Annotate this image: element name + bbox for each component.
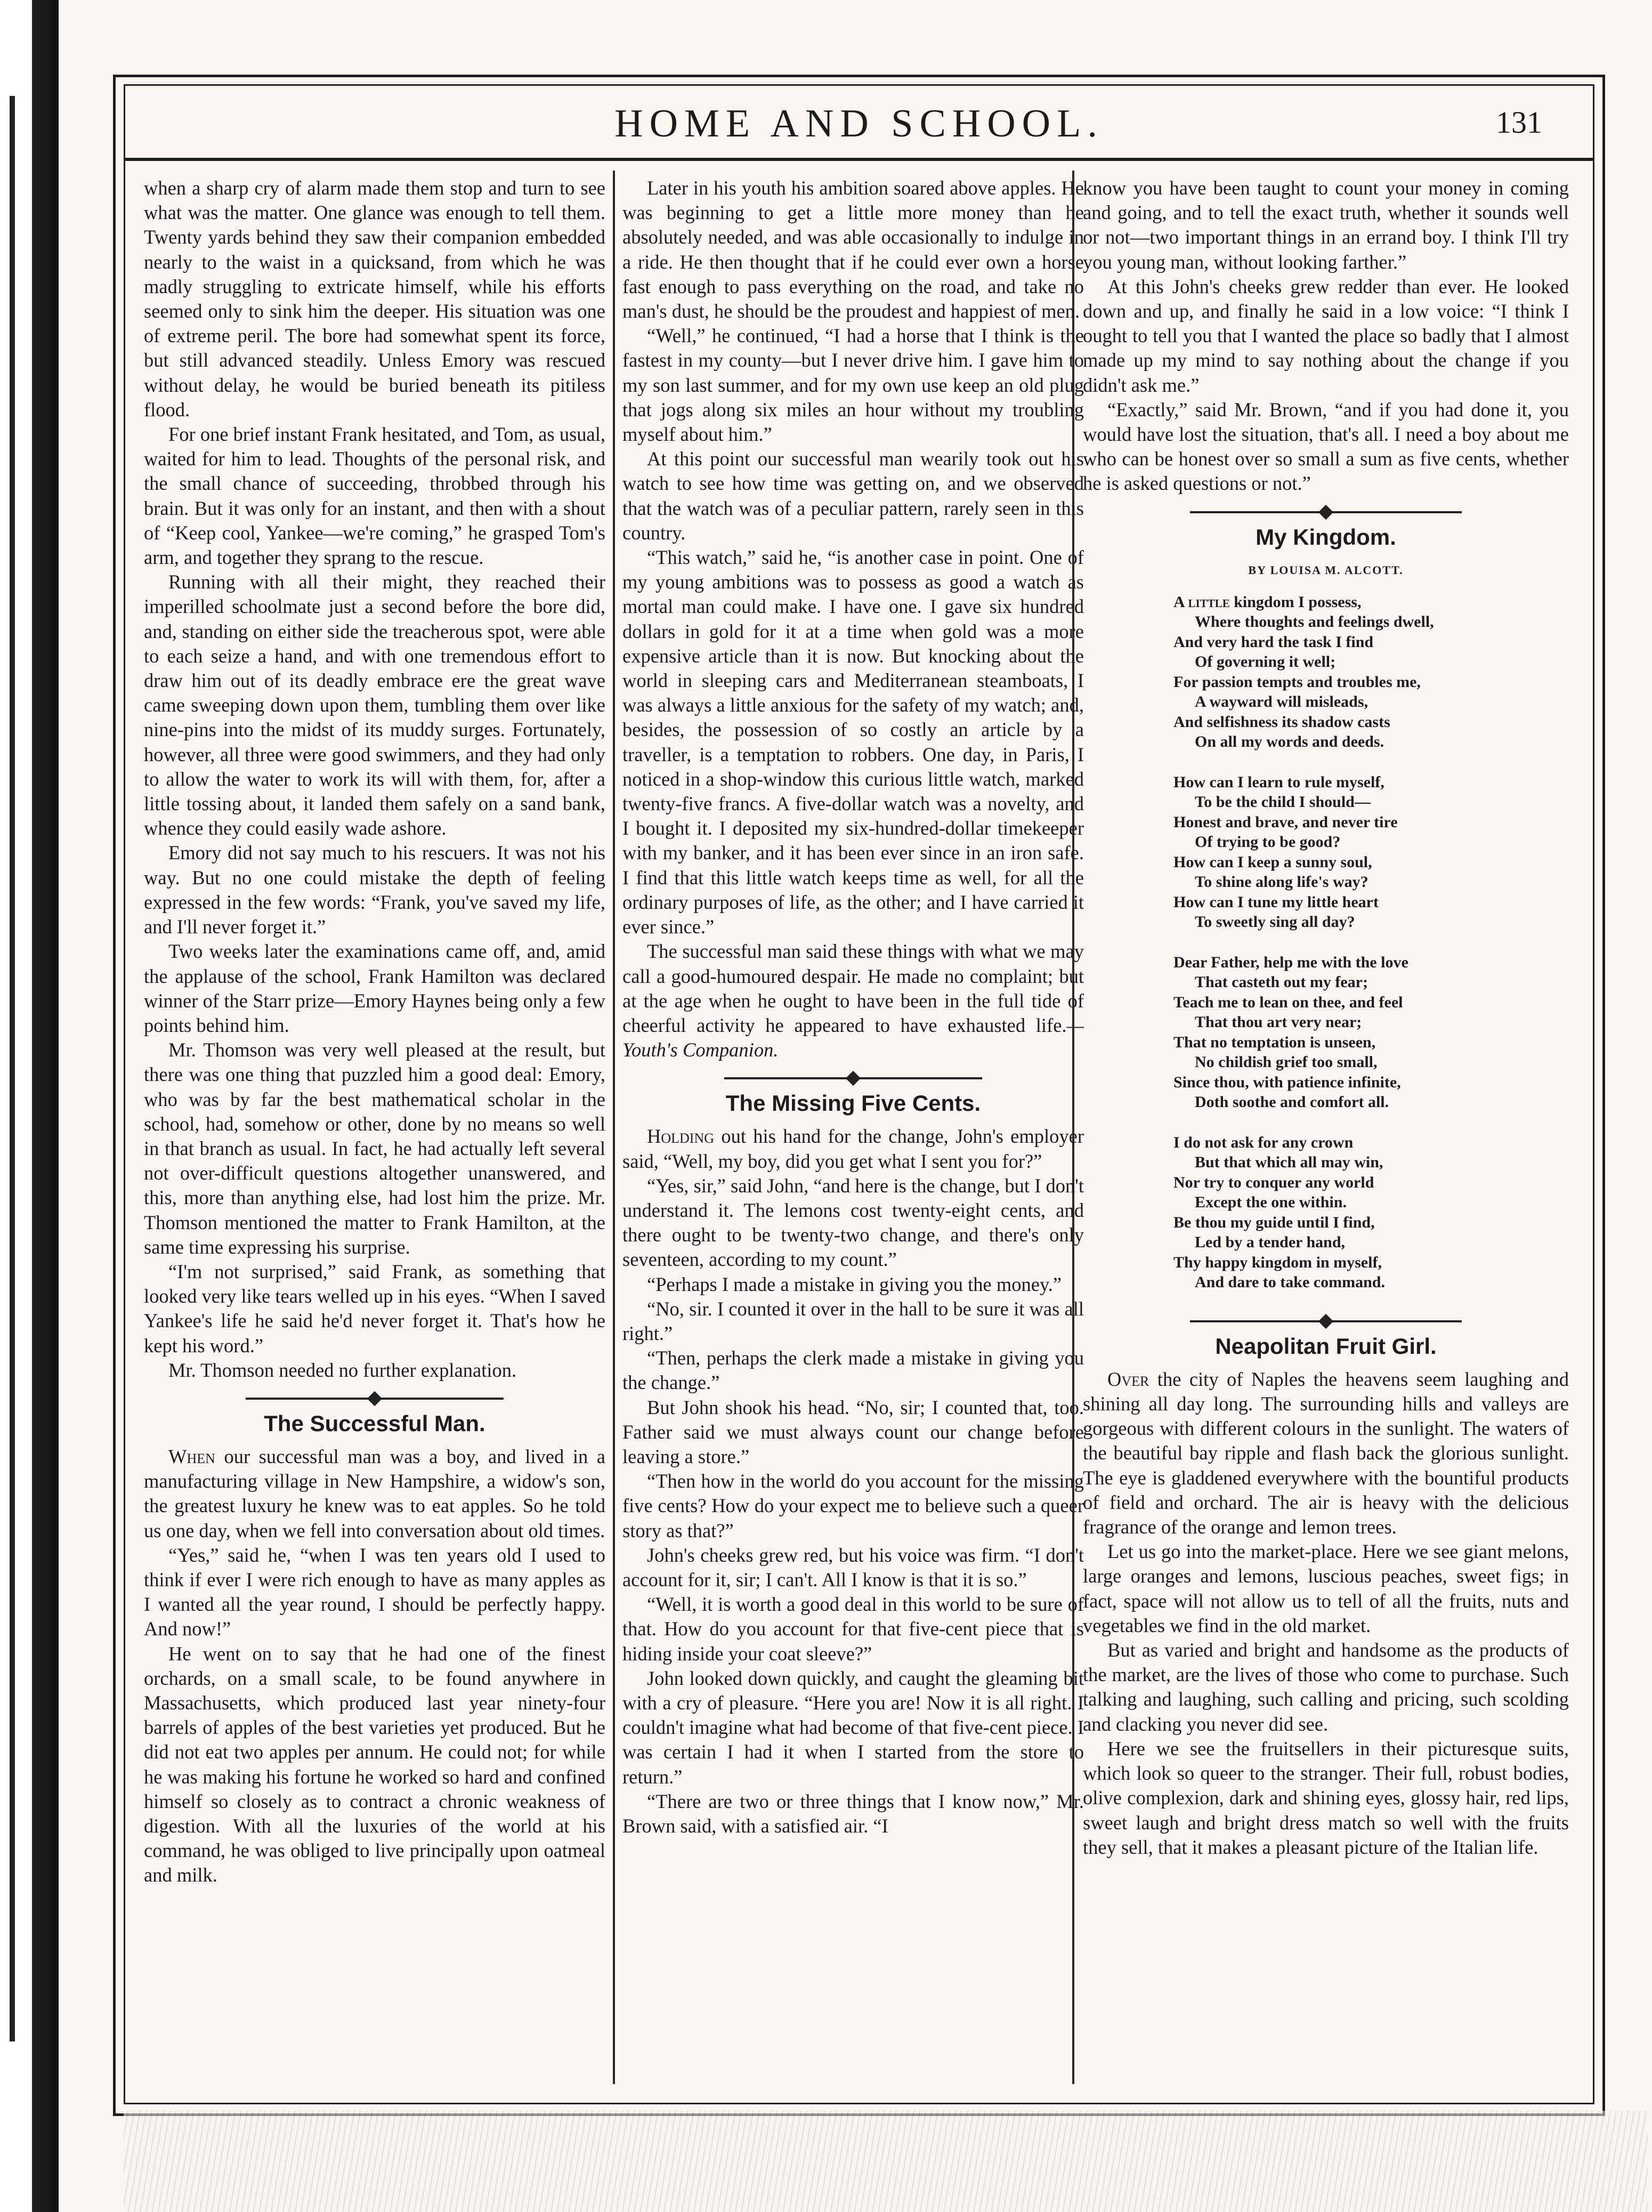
poem-line: For passion tempts and troubles me, — [1173, 673, 1421, 691]
paragraph: Mr. Thomson needed no further explanation. — [168, 1359, 517, 1381]
poem-line: Except the one within. — [1195, 1193, 1347, 1212]
paragraph-text: The successful man said these things with what we may call a good-humoured despair. He made no complaint; but at the age when he ought to have been in the full tide of cheerful activity he appeared to have exhausted life. — [622, 940, 1084, 1036]
paragraph: “I'm not surprised,” said Frank, as something that looked very like tears welled up in his eyes. “When I saved Yankee's life he said he'd never forget it. That's how he kept his word.” — [144, 1260, 605, 1357]
poem — [1083, 592, 1569, 1293]
paragraph: John's cheeks grew red, but his voice was firm. “I don't account for it, sir; I can't. All I know is that it is so.” — [622, 1544, 1084, 1591]
section-separator — [622, 1070, 1084, 1086]
poem-line: How can I learn to rule myself, — [1173, 773, 1384, 791]
lead-word: When — [168, 1445, 215, 1467]
poem-line: How can I tune my little heart — [1173, 893, 1379, 911]
poem-stanza — [1173, 952, 1569, 1112]
poem-line: Of trying to be good? — [1195, 833, 1341, 851]
poem-line: To be the child I should— — [1195, 793, 1371, 811]
poem-title: My Kingdom. — [1256, 524, 1396, 550]
paragraph: “Well, it is worth a good deal in this world to be sure of that. How do you account for that five-cent piece that is hiding inside your coat sleeve?” — [622, 1593, 1084, 1665]
lead-word: Over — [1107, 1368, 1149, 1390]
poem-line: Where thoughts and feelings dwell, — [1195, 613, 1434, 631]
paragraph: John looked down quickly, and caught the gleaming bit with a cry of pleasure. “Here you are! Now it is all right. I couldn't imagine what had become of that five-cent piece. I was certain I had it when I started from the store to return.” — [622, 1667, 1084, 1788]
paragraph: “No, sir. I counted it over in the hall to be sure it was all right.” — [622, 1297, 1084, 1344]
poem-line: Led by a tender hand, — [1195, 1233, 1346, 1252]
paragraph: He went on to say that he had one of the finest orchards, on a small scale, to be found anywhere in Massachusetts, which produced last year ninety-four barrels of apples of the best varieties yet produced. But he did not eat two apples per annum. He could not; for while he was making his fortune he worked so hard and confined himself so closely as to contract a chronic weakness of digestion. With all the luxuries of the world at his command, he was obliged to live principally upon oatmeal and milk. — [144, 1642, 605, 1886]
paragraph: Later in his youth his ambition soared above apples. He was beginning to get a little more money than he absolutely needed, and was able occasionally to indulge in a ride. He then thought that if he could ever own a horse fast enough to pass everything on the road, and take no man's dust, he should be the proudest and happiest of men. — [622, 177, 1084, 322]
paragraph: Two weeks later the examinations came off, and, amid the applause of the school, Frank Hamilton was declared winner of the Starr prize—Emory Haynes being only a few points behind him. — [144, 940, 605, 1036]
paragraph — [622, 1124, 1084, 1173]
poem-line: Thy happy kingdom in myself, — [1173, 1253, 1382, 1271]
poem-stanza — [1173, 592, 1569, 752]
scan-left-edge — [0, 0, 59, 2212]
poem-line: Dear Father, help me with the love — [1173, 953, 1408, 971]
poem-line — [1173, 592, 1569, 612]
section-separator — [1083, 504, 1569, 520]
paragraph — [622, 939, 1084, 1062]
paragraph — [144, 1444, 605, 1543]
paragraph: “Perhaps I made a mistake in giving you the money.” — [647, 1273, 1062, 1295]
poem-line: Since thou, with patience infinite, — [1173, 1073, 1401, 1091]
poem-line: And selfishness its shadow casts — [1173, 713, 1390, 731]
poem-stanza — [1173, 1133, 1569, 1293]
poem-line: A wayward will misleads, — [1195, 693, 1368, 711]
paragraph — [1083, 1367, 1569, 1539]
paragraph: know you have been taught to count your money in coming and going, and to tell the exact truth, whether it sounds well or not—two important things in an errand boy. I think I'll try you young man, without looking farther.” — [1083, 177, 1569, 273]
poem-line: That thou art very near; — [1195, 1013, 1362, 1031]
poem-stanza — [1173, 772, 1569, 932]
article-title: Neapolitan Fruit Girl. — [1215, 1333, 1437, 1359]
lead-text: the city of Naples the heavens seem laughing and shining all day long. The surrounding hills and valleys are gorgeous with different colours in the sunlight. The waters of the beautiful bay ripple and flash back the glorious sunlight. The eye is gladdened everywhere with the bountiful products of field and orchard. The air is heavy with the delicious fragrance of the orange and lemon trees. — [1083, 1368, 1569, 1538]
poem-line: Nor try to conquer any world — [1173, 1173, 1374, 1191]
paragraph: “Yes, sir,” said John, “and here is the change, but I don't understand it. The lemons cost twenty-eight cents, and there ought to be twenty-two change, and there's only seventeen, according to my count.” — [622, 1174, 1084, 1271]
article-title: The Missing Five Cents. — [725, 1091, 981, 1116]
column-rule — [613, 171, 615, 2084]
poem-line: I do not ask for any crown — [1173, 1133, 1354, 1151]
scan-left-rule — [10, 96, 15, 2041]
section-separator — [144, 1390, 605, 1406]
source-credit: —Youth's Companion. — [622, 1014, 1084, 1061]
paragraph: “Then how in the world do you account for the missing five cents? How do your expect me to believe such a queer story as that?” — [622, 1470, 1084, 1541]
poem-line: Be thou my guide until I find, — [1173, 1213, 1375, 1231]
scan-noise-band — [124, 2111, 1648, 2212]
poem-byline: BY LOUISA M. ALCOTT. — [1248, 563, 1404, 577]
poem-line: But that which all may win, — [1195, 1153, 1383, 1172]
paragraph: “Then, perhaps the clerk made a mistake in giving you the change.” — [622, 1347, 1084, 1394]
poem-line: To sweetly sing all day? — [1195, 913, 1355, 931]
poem-line-text: kingdom I possess, — [1229, 593, 1362, 611]
poem-line: And dare to take command. — [1195, 1273, 1385, 1291]
lead-word: A little — [1173, 593, 1230, 611]
paragraph: But John shook his head. “No, sir; I counted that, too. Father said we must always count our change before leaving a store.” — [622, 1396, 1084, 1467]
paragraph: Emory did not say much to his rescuers. It was not his way. But no one could mistake the depth of feeling expressed in the few words: “Frank, you've saved my life, and I'll never forget it.” — [144, 842, 605, 938]
paragraph: “This watch,” said he, “is another case in point. One of my young ambitions was to possess as good a watch as mortal man could make. I have one. I gave six hundred dollars in gold for it at a time when gold was a more expensive article than it is now. But knocking about the world in sleeping cars and Mediterranean steamboats, I was always a little anxious for the safety of my watch; and, besides, the possession of so costly an article by a traveller, is a temptation to robbers. One day, in Paris, I noticed in a shop-window this curious little watch, marked twenty-five francs. A five-dollar watch was a novelty, and I bought it. I deposited my six-hundred-dollar timekeeper with my banker, and it has been ever since in an iron safe. I find that this little watch keeps time as well, for all the ordinary purposes of life, as the other; and I have carried it ever since.” — [622, 546, 1084, 938]
masthead-title: HOME AND SCHOOL. — [614, 102, 1104, 146]
poem-line: That no temptation is unseen, — [1173, 1033, 1376, 1051]
paragraph: Mr. Thomson was very well pleased at the result, but there was one thing that puzzled him a good deal: Emory, who was by far the best mathematical scholar in the school, had, somehow or other, done by no means so well in that branch as usual. In fact, he had actually left several not over-difficult questions altogether unanswered, and this, more than anything else, had lost him the prize. Mr. Thomson mentioned the matter to Frank Hamilton, at the same time expressing his surprise. — [144, 1039, 605, 1258]
paragraph: But as varied and bright and handsome as the products of the market, are the lives of those who come to purchase. Such talking and laughing, such calling and pricing, such scolding and clacking you never did see. — [1083, 1639, 1569, 1735]
article-title: The Successful Man. — [264, 1410, 485, 1436]
paragraph: Running with all their might, they reached their imperilled schoolmate just a second before the bore did, and, standing on either side the treacherous spot, were able to each seize a hand, and with one tremendous effort to draw him out of its deadly embrace ere the great wave came sweeping down upon them, tumbling them over like nine-pins into the midst of its muddy surges. Fortunately, however, all three were good swimmers, and they had only to allow the water to work its will with them, for, after a little tossing about, it landed them safely on a sand bank, whence they could easily wade ashore. — [144, 571, 605, 839]
paragraph: when a sharp cry of alarm made them stop and turn to see what was the matter. One glance was enough to tell them. Twenty yards behind they saw their companion embedded nearly to the waist in a quicksand, from which he was madly struggling to extricate himself, while his efforts seemed only to sink him the deeper. His situation was one of extreme peril. The bore had somewhat spent its force, but still advanced steadily. Unless Emory was rescued without delay, he would be buried beneath its pitiless flood. — [144, 177, 605, 421]
lead-text: our successful man was a boy, and lived in a manufacturing village in New Hampshire, a widow's son, the greatest luxury he knew was to eat apples. So he told us one day, when we fell into conversation about old times. — [144, 1445, 605, 1541]
paragraph: “Well,” he continued, “I had a horse that I think is the fastest in my county—but I never drive him. I gave him to my son last summer, and for my own use keep an old plug that jogs along six miles an hour without my troubling myself about him.” — [622, 325, 1084, 446]
paragraph: For one brief instant Frank hesitated, and Tom, as usual, waited for him to lead. Thoughts of the personal risk, and the small chance of succeeding, throbbed through his brain. But it was only for an instant, and then with a shout of “Keep cool, Yankee—we're coming,” he grasped Tom's arm, and together they sprang to the rescue. — [144, 423, 605, 569]
poem-line: Of governing it well; — [1195, 653, 1336, 671]
poem-line: And very hard the task I find — [1173, 633, 1374, 651]
masthead-rule — [124, 158, 1594, 161]
poem-line: No childish grief too small, — [1195, 1053, 1378, 1071]
paragraph: “There are two or three things that I know now,” Mr. Brown said, with a satisfied air. “I — [622, 1790, 1084, 1837]
paragraph: Here we see the fruitsellers in their picturesque suits, which look so queer to the stranger. Their full, robust bodies, olive complexion, dark and shining eyes, glossy hair, red lips, sweet laugh and bright dress match so well with the fruits they sell, that it makes a pleasant picture of the Italian life. — [1083, 1737, 1569, 1858]
paragraph: At this John's cheeks grew redder than ever. He looked down and up, and finally he said in a low voice: “I think I ought to tell you that I wanted the place so badly that I almost made up my mind to say nothing about the change if you didn't ask me.” — [1083, 275, 1569, 396]
page-number: 131 — [1496, 105, 1542, 140]
poem-line: Doth soothe and comfort all. — [1195, 1093, 1389, 1111]
section-separator — [1083, 1313, 1569, 1329]
poem-line: To shine along life's way? — [1195, 873, 1368, 891]
paragraph: Let us go into the market-place. Here we see giant melons, large oranges and lemons, luscious peaches, sweet figs; in fact, space will not allow us to tell of all the fruits, nuts and vegetables we find in the old market. — [1083, 1540, 1569, 1636]
poem-line: How can I keep a sunny soul, — [1173, 853, 1372, 871]
paragraph: “Exactly,” said Mr. Brown, “and if you had done it, you would have lost the situation, that's all. I need a boy about me who can be honest over so small a sum as five cents, whether he is asked questions or not.” — [1083, 398, 1569, 495]
poem-line: Teach me to lean on thee, and feel — [1173, 993, 1403, 1011]
column-2 — [622, 176, 1084, 2084]
column-1 — [144, 176, 605, 2084]
lead-text: out his hand for the change, John's employer said, “Well, my boy, did you get what I sent you for?” — [622, 1125, 1084, 1172]
lead-word: Holding — [647, 1125, 715, 1148]
poem-line: On all my words and deeds. — [1195, 733, 1384, 751]
paragraph: “Yes,” said he, “when I was ten years old I used to think if ever I were rich enough to have as many apples as I wanted all the year round, I should be perfectly happy. And now!” — [144, 1544, 605, 1640]
paragraph: At this point our successful man wearily took out his watch to see how time was getting on, and we observed that the watch was of a peculiar pattern, rarely seen in this country. — [622, 448, 1084, 544]
poem-line: Honest and brave, and never tire — [1173, 813, 1398, 831]
poem-line: That casteth out my fear; — [1195, 973, 1368, 991]
column-3 — [1083, 176, 1569, 2084]
